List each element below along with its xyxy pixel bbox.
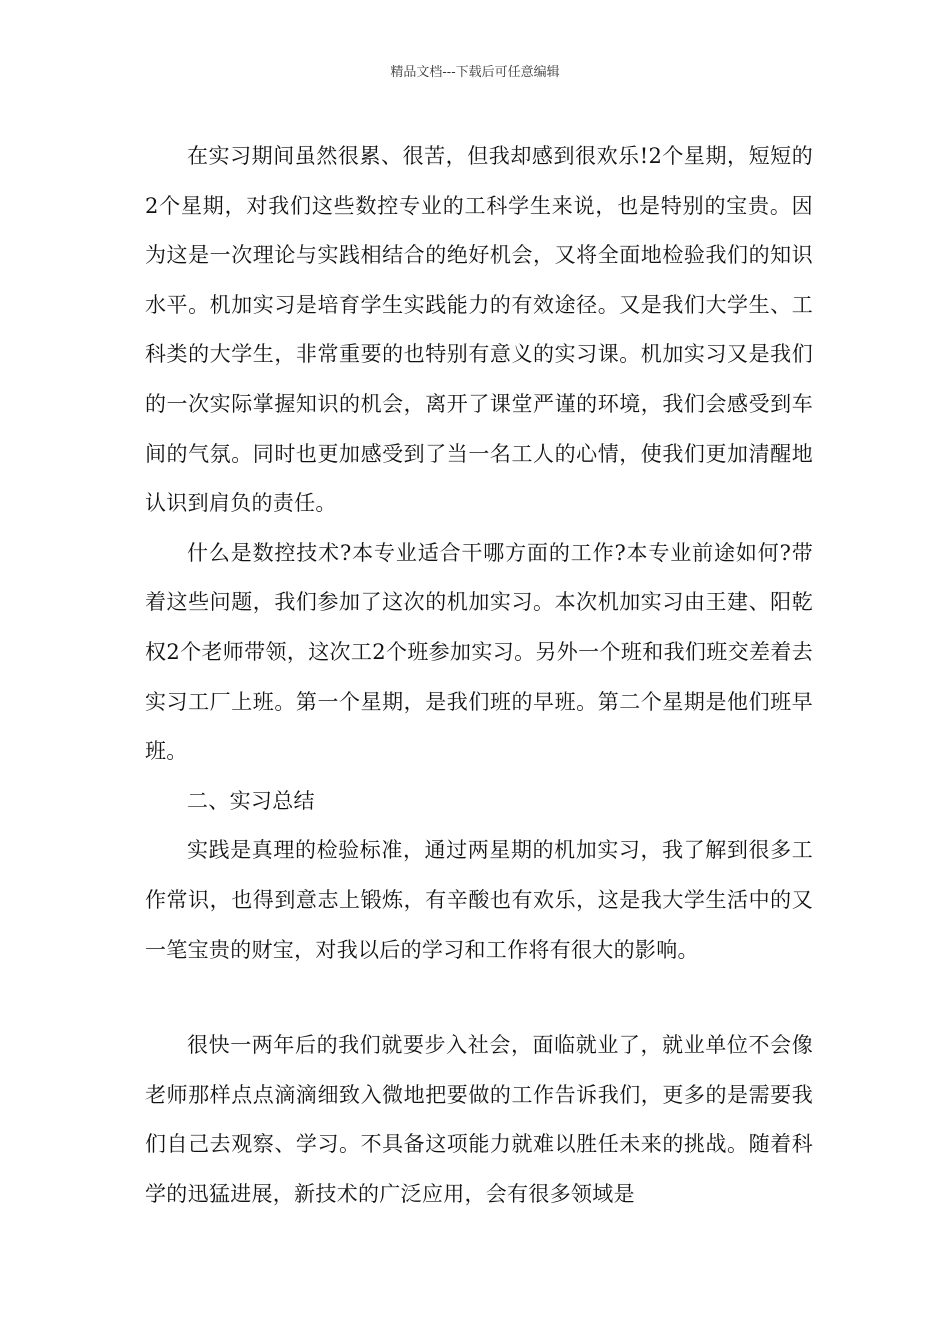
document-body <box>145 132 813 1219</box>
paragraph-closing: 很快一两年后的我们就要步入社会，面临就业了，就业单位不会像老师那样点点滴滴细致入微地把要做的工作告诉我们，更多的是需要我们自己去观察、学习。不具备这项能力就难以胜任未来的挑战。随着科学的迅猛进展，新技术的广泛应用，会有很多领域是 <box>145 1033 813 1206</box>
paragraph-spacer <box>145 975 813 1021</box>
paragraph-internship-feelings: 在实习期间虽然很累、很苦，但我却感到很欢乐!2个星期，短短的2个星期，对我们这些数控专业的工科学生来说，也是特别的宝贵。因为这是一次理论与实践相结合的绝好机会，又将全面地检验我们的知识水平。机加实习是培育学生实践能力的有效途径。又是我们大学生、工科类的大学生，非常重要的也特别有意义的实习课。机加实习又是我们的一次实际掌握知识的机会，离开了课堂严谨的环境，我们会感受到车间的气氛。同时也更加感受到了当一名工人的心情，使我们更加清醒地认识到肩负的责任。 <box>145 144 813 516</box>
paragraph-internship-overview: 什么是数控技术?本专业适合干哪方面的工作?本专业前途如何?带着这些问题，我们参加了这次的机加实习。本次机加实习由王建、阳乾权2个老师带领，这次工2个班参加实习。另外一个班和我们班交差着去实习工厂上班。第一个星期，是我们班的早班。第二个星期是他们班早班。 <box>145 540 813 764</box>
section-heading: 二、实习总结 <box>187 788 315 813</box>
page-header: 精品文档---下载后可任意编辑 <box>390 65 560 80</box>
paragraph-summary: 实践是真理的检验标准，通过两星期的机加实习，我了解到很多工作常识，也得到意志上锻炼，有辛酸也有欢乐，这是我大学生活中的又一笔宝贵的财宝，对我以后的学习和工作将有很大的影响。 <box>145 838 813 962</box>
